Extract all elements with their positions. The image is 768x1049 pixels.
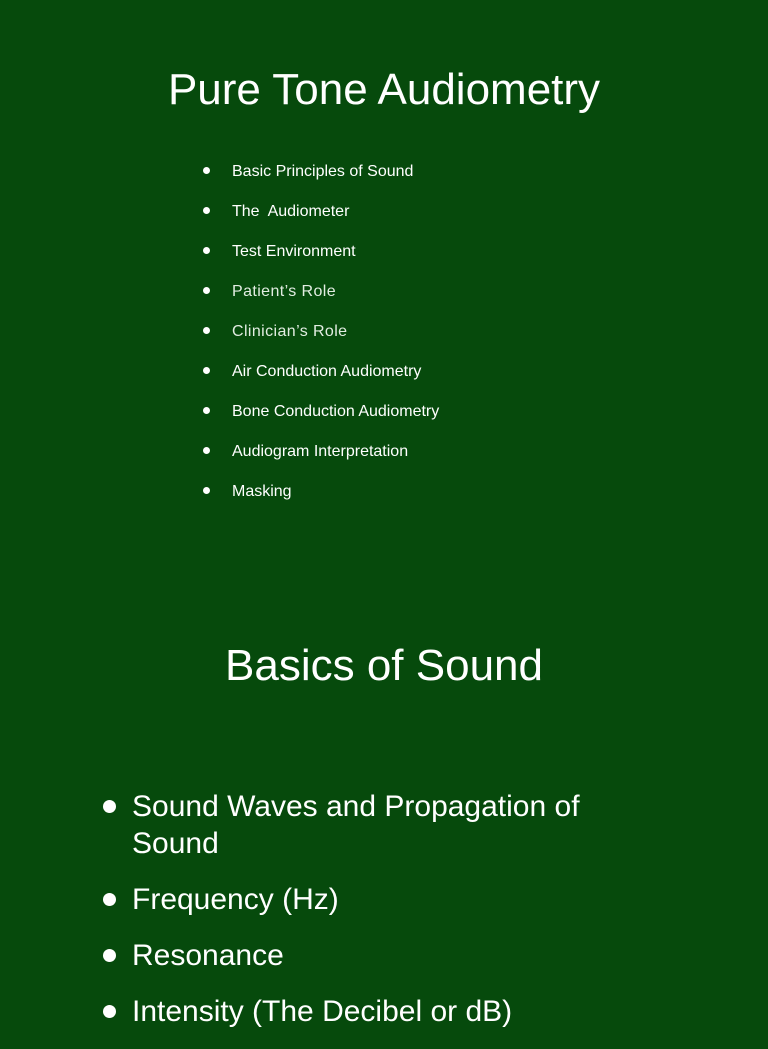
list-item-label: Intensity (The Decibel or dB): [132, 995, 513, 1028]
list-item: [100, 937, 660, 974]
bullet-icon: [103, 949, 116, 962]
slide-title: Pure Tone Audiometry: [167, 65, 601, 114]
list-item-label: Masking: [232, 483, 292, 500]
bullet-icon: [103, 1005, 116, 1018]
list-item: [200, 274, 439, 314]
bullet-icon: [203, 287, 210, 294]
list-item: [100, 993, 660, 1030]
bullet-icon: [203, 207, 210, 214]
list-item: [200, 194, 439, 234]
slide-title: Basics of Sound: [225, 641, 543, 690]
bullet-icon: [203, 367, 210, 374]
list-item-label: Test Environment: [232, 243, 356, 260]
bullet-icon: [203, 487, 210, 494]
bullet-icon: [103, 893, 116, 906]
list-item-label: Patient’s Role: [232, 283, 337, 300]
list-item-label: The Audiometer: [232, 203, 350, 220]
list-item: [200, 434, 439, 474]
list-item-label: Resonance: [132, 939, 284, 972]
agenda-list: [200, 154, 439, 514]
list-item-label: Audiogram Interpretation: [232, 443, 409, 460]
bullet-icon: [203, 327, 210, 334]
basics-list: [100, 788, 660, 1049]
bullet-icon: [203, 407, 210, 414]
list-item-label: Air Conduction Audiometry: [232, 363, 422, 380]
list-item: [100, 788, 660, 862]
list-item: [200, 154, 439, 194]
list-item-label: Basic Principles of Sound: [232, 163, 414, 180]
list-item: [200, 354, 439, 394]
list-item-label: Clinician’s Role: [232, 323, 348, 340]
bullet-icon: [203, 167, 210, 174]
bullet-icon: [103, 800, 116, 813]
bullet-icon: [203, 447, 210, 454]
list-item-label: Bone Conduction Audiometry: [232, 403, 440, 420]
bullet-icon: [203, 247, 210, 254]
list-item-label: Sound Waves and Propagation of Sound: [132, 790, 580, 860]
list-item: [200, 314, 439, 354]
list-item: [200, 394, 439, 434]
slide-basics-of-sound: [0, 576, 768, 1028]
list-item-label: Frequency (Hz): [132, 883, 339, 916]
list-item: [100, 881, 660, 918]
list-item: [200, 474, 439, 514]
list-item: [200, 234, 439, 274]
